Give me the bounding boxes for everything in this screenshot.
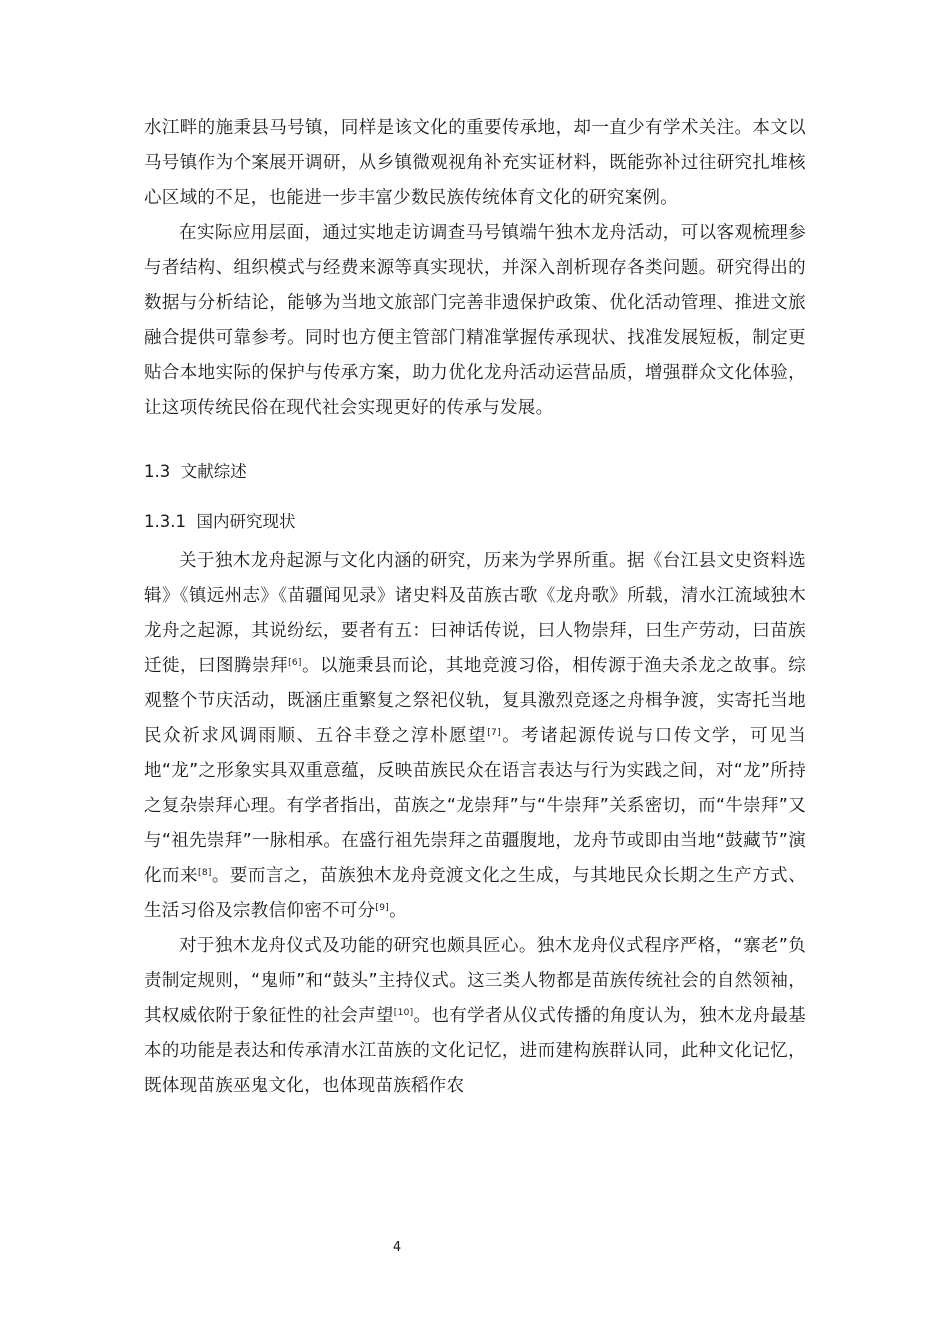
subsection-number: 1.3.1 bbox=[144, 512, 186, 531]
paragraph-practical-significance: 在实际应用层面，通过实地走访调查马号镇端午独木龙舟活动，可以客观梳理参与者结构、组织模式与经费来源等真实现状，并深入剖析现存各类问题。研究得出的数据与分析结论，能够为当地文旅部门完善非遗保护政策、优化活动管理、推进文旅融合提供可靠参考。同时也方便主管部门精准掌握传承现状、找准发展短板，制定更贴合本地实际的保护与传承方案，助力优化龙舟活动运营品质，增强群众文化体验，让这项传统民俗在现代社会实现更好的传承与发展。 bbox=[144, 223, 806, 418]
text-segment: 关于独木龙舟起源与文化内涵的研究，历来为学界所重。据《台江县文史资料选辑》《镇远州志》《苗疆闻见录》诸史料及苗族古歌《龙舟歌》所载，清水江流域独木龙舟之起源，其说纷纭，要者有五：曰神话传说，曰人物崇拜，曰生产劳动，曰苗族迁徙，曰图腾崇拜 bbox=[144, 551, 806, 676]
text-segment: 。也有学者从仪式传播的角度认为，独木龙舟最基本的功能是表达和传承清水江苗族的文化记忆，进而建构族群认同，此种文化记忆，既体现苗族巫鬼文化，也体现苗族稻作农 bbox=[144, 1006, 806, 1096]
section-heading-1-3-1 bbox=[144, 510, 806, 534]
paragraph-continuation: 水江畔的施秉县马号镇，同样是该文化的重要传承地，却一直少有学术关注。本文以马号镇作为个案展开调研，从乡镇微观视角补充实证材料，既能弥补过往研究扎堆核心区域的不足，也能进一步丰富少数民族传统体育文化的研究案例。 bbox=[144, 118, 806, 208]
paragraph-ritual-research bbox=[144, 929, 806, 1104]
section-heading-1-3 bbox=[144, 460, 806, 484]
text-segment: 。以施秉县而论，其地竞渡习俗，相传源于渔夫杀龙之故事。综观整个节庆活动，既涵庄重繁复之祭祀仪轨，复具激烈竞逐之舟楫争渡，实寄托当地民众祈求风调雨顺、五谷丰登之淳朴愿望 bbox=[144, 656, 806, 746]
citation-8: [8] bbox=[198, 868, 212, 878]
section-title: 文献综述 bbox=[180, 462, 247, 481]
text-segment: 对于独木龙舟仪式及功能的研究也颇具匠心。独木龙舟仪式程序严格，“寨老”负责制定规则，“鬼师”和“鼓头”主持仪式。这三类人物都是苗族传统社会的自然领袖，其权威依附于象征性的社会声望 bbox=[144, 936, 806, 1026]
text-segment: 。要而言之，苗族独木龙舟竞渡文化之生成，与其地民众长期之生产方式、生活习俗及宗教信仰密不可分 bbox=[144, 866, 806, 921]
citation-6: [6] bbox=[288, 658, 302, 668]
paragraph-origin-research bbox=[144, 544, 806, 929]
citation-7: [7] bbox=[487, 728, 501, 738]
page-number: 4 bbox=[392, 1240, 402, 1255]
citation-9: [9] bbox=[375, 903, 390, 913]
subsection-title: 国内研究现状 bbox=[196, 512, 296, 531]
section-number: 1.3 bbox=[144, 462, 171, 481]
citation-10: [10] bbox=[393, 1008, 414, 1018]
text-segment: 。 bbox=[389, 901, 407, 921]
text-segment: 。考诸起源传说与口传文学，可见当地“龙”之形象实具双重意蕴，反映苗族民众在语言表达与行为实践之间，对“龙”所持之复杂崇拜心理。有学者指出，苗族之“龙崇拜”与“牛崇拜”关系密切，而“牛崇拜”又与“祖先崇拜”一脉相承。在盛行祖先崇拜之苗疆腹地，龙舟节或即由当地“鼓藏节”演化而来 bbox=[144, 726, 806, 886]
page-body bbox=[144, 111, 806, 1104]
